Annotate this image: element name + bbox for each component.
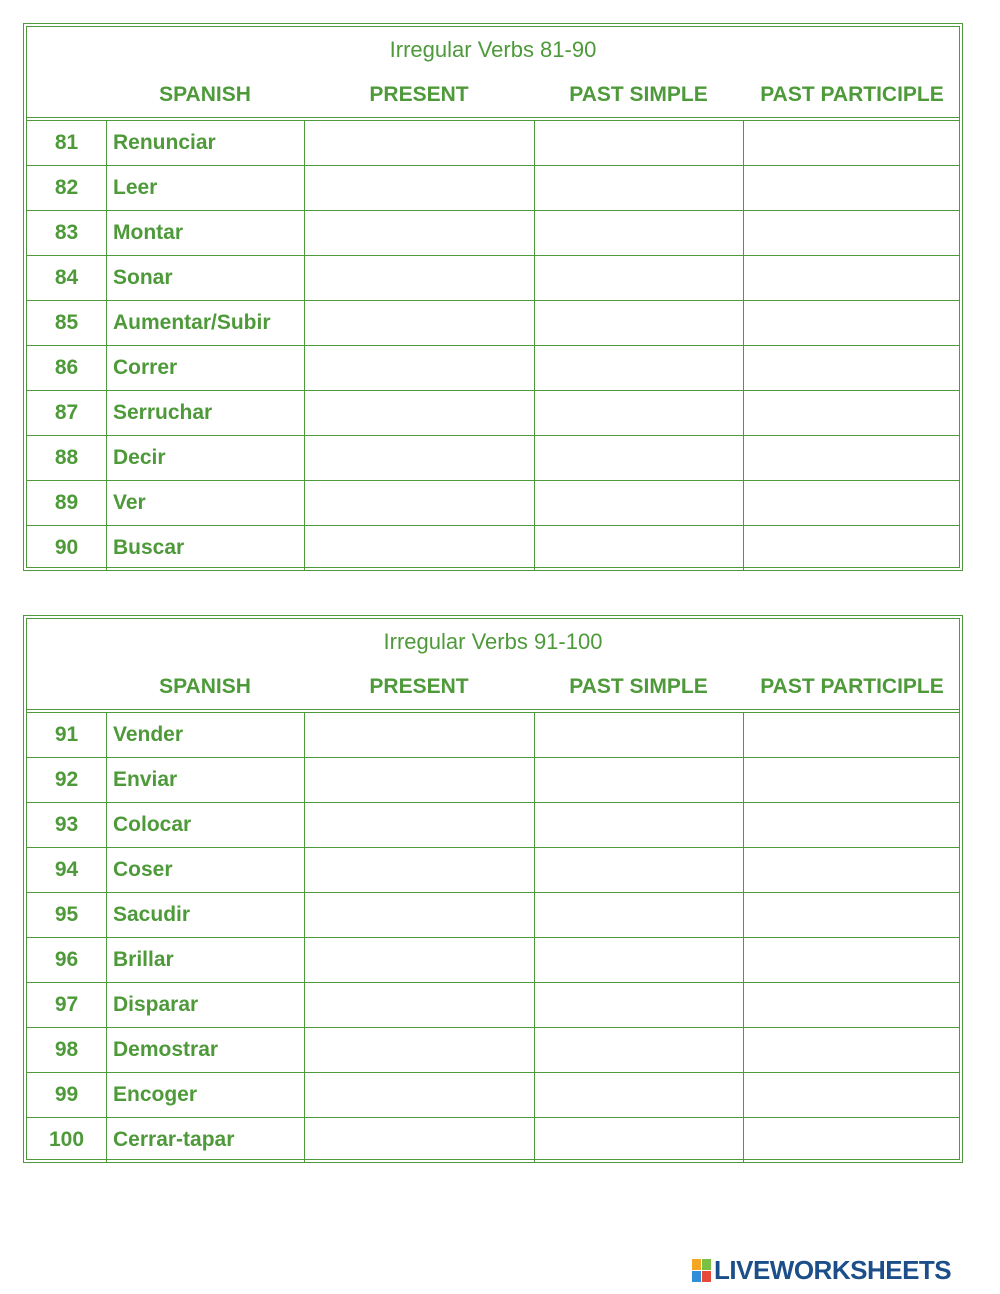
spanish-verb: Renunciar [106, 121, 304, 165]
present-answer-cell[interactable] [304, 1118, 534, 1162]
row-number: 93 [54, 813, 79, 836]
row-number: 88 [54, 446, 79, 469]
col-header-past-participle: PAST PARTICIPLE [760, 83, 944, 106]
spanish-verb: Disparar [106, 983, 304, 1027]
row-number: 81 [54, 131, 79, 154]
table-row [27, 120, 959, 165]
table-row [27, 802, 959, 847]
col-header-past-participle: PAST PARTICIPLE [760, 675, 944, 698]
past-participle-answer-cell[interactable] [743, 893, 959, 937]
present-answer-cell[interactable] [304, 391, 534, 435]
past-participle-answer-cell[interactable] [743, 938, 959, 982]
table-row [27, 525, 959, 570]
past-simple-answer-cell[interactable] [534, 758, 743, 802]
past-participle-answer-cell[interactable] [743, 436, 959, 480]
row-number: 87 [54, 401, 79, 424]
present-answer-cell[interactable] [304, 1073, 534, 1117]
past-participle-answer-cell[interactable] [743, 166, 959, 210]
table-row [27, 255, 959, 300]
past-participle-answer-cell[interactable] [743, 713, 959, 757]
row-number: 90 [54, 536, 79, 559]
past-simple-answer-cell[interactable] [534, 481, 743, 525]
table-row [27, 1072, 959, 1117]
row-number: 84 [54, 266, 79, 289]
present-answer-cell[interactable] [304, 938, 534, 982]
past-participle-answer-cell[interactable] [743, 121, 959, 165]
spanish-verb: Sonar [106, 256, 304, 300]
row-number: 83 [54, 221, 79, 244]
present-answer-cell[interactable] [304, 758, 534, 802]
col-header-spanish: SPANISH [159, 675, 251, 698]
past-participle-answer-cell[interactable] [743, 758, 959, 802]
past-participle-answer-cell[interactable] [743, 481, 959, 525]
liveworksheets-logo [692, 1255, 951, 1286]
row-number: 82 [54, 176, 79, 199]
spanish-verb: Montar [106, 211, 304, 255]
spanish-verb: Cerrar-tapar [106, 1118, 304, 1162]
spanish-verb: Serruchar [106, 391, 304, 435]
present-answer-cell[interactable] [304, 121, 534, 165]
spanish-verb: Demostrar [106, 1028, 304, 1072]
table-title: Irregular Verbs 81-90 [389, 37, 597, 62]
row-number: 89 [54, 491, 79, 514]
row-number: 95 [54, 903, 79, 926]
present-answer-cell[interactable] [304, 436, 534, 480]
table-row [27, 390, 959, 435]
table-header [27, 27, 959, 118]
spanish-verb: Aumentar/Subir [106, 301, 304, 345]
past-participle-answer-cell[interactable] [743, 301, 959, 345]
table-row [27, 712, 959, 757]
table-row [27, 165, 959, 210]
spanish-verb: Colocar [106, 803, 304, 847]
past-simple-answer-cell[interactable] [534, 391, 743, 435]
past-simple-answer-cell[interactable] [534, 1028, 743, 1072]
table-row [27, 480, 959, 525]
table-header [27, 619, 959, 710]
row-number: 91 [54, 723, 79, 746]
liveworksheets-logo-icon [692, 1259, 711, 1282]
table-row [27, 937, 959, 982]
present-answer-cell[interactable] [304, 983, 534, 1027]
table-row [27, 435, 959, 480]
table-title: Irregular Verbs 91-100 [383, 629, 603, 654]
spanish-verb: Ver [106, 481, 304, 525]
table-body [27, 710, 959, 1162]
spanish-verb: Enviar [106, 758, 304, 802]
col-header-spanish: SPANISH [159, 83, 251, 106]
col-header-past-simple: PAST SIMPLE [569, 675, 708, 698]
spanish-verb: Coser [106, 848, 304, 892]
table-row [27, 300, 959, 345]
past-participle-answer-cell[interactable] [743, 391, 959, 435]
row-number: 85 [54, 311, 79, 334]
past-participle-answer-cell[interactable] [743, 848, 959, 892]
past-simple-answer-cell[interactable] [534, 893, 743, 937]
past-simple-answer-cell[interactable] [534, 211, 743, 255]
table-row [27, 757, 959, 802]
past-simple-answer-cell[interactable] [534, 526, 743, 570]
table-row [27, 892, 959, 937]
past-simple-answer-cell[interactable] [534, 713, 743, 757]
past-participle-answer-cell[interactable] [743, 983, 959, 1027]
table-row [27, 345, 959, 390]
present-answer-cell[interactable] [304, 481, 534, 525]
spanish-verb: Vender [106, 713, 304, 757]
past-simple-answer-cell[interactable] [534, 848, 743, 892]
present-answer-cell[interactable] [304, 211, 534, 255]
spanish-verb: Correr [106, 346, 304, 390]
spanish-verb: Buscar [106, 526, 304, 570]
row-number: 94 [54, 858, 79, 881]
table-row [27, 1117, 959, 1162]
verb-table-1 [23, 23, 963, 571]
row-number: 99 [54, 1083, 79, 1106]
past-simple-answer-cell[interactable] [534, 938, 743, 982]
past-simple-answer-cell[interactable] [534, 1073, 743, 1117]
verb-table-2 [23, 615, 963, 1163]
past-participle-answer-cell[interactable] [743, 256, 959, 300]
row-number: 100 [48, 1128, 85, 1151]
present-answer-cell[interactable] [304, 346, 534, 390]
past-simple-answer-cell[interactable] [534, 1118, 743, 1162]
past-simple-answer-cell[interactable] [534, 256, 743, 300]
spanish-verb: Encoger [106, 1073, 304, 1117]
table-row [27, 210, 959, 255]
col-header-past-simple: PAST SIMPLE [569, 83, 708, 106]
col-header-present: PRESENT [369, 83, 469, 106]
present-answer-cell[interactable] [304, 848, 534, 892]
present-answer-cell[interactable] [304, 526, 534, 570]
row-number: 92 [54, 768, 79, 791]
row-number: 98 [54, 1038, 79, 1061]
past-participle-answer-cell[interactable] [743, 526, 959, 570]
past-simple-answer-cell[interactable] [534, 121, 743, 165]
table-row [27, 1027, 959, 1072]
present-answer-cell[interactable] [304, 256, 534, 300]
present-answer-cell[interactable] [304, 1028, 534, 1072]
present-answer-cell[interactable] [304, 803, 534, 847]
present-answer-cell[interactable] [304, 301, 534, 345]
past-participle-answer-cell[interactable] [743, 1028, 959, 1072]
spanish-verb: Brillar [106, 938, 304, 982]
past-simple-answer-cell[interactable] [534, 166, 743, 210]
past-simple-answer-cell[interactable] [534, 436, 743, 480]
present-answer-cell[interactable] [304, 713, 534, 757]
present-answer-cell[interactable] [304, 166, 534, 210]
past-participle-answer-cell[interactable] [743, 346, 959, 390]
past-participle-answer-cell[interactable] [743, 211, 959, 255]
past-participle-answer-cell[interactable] [743, 1118, 959, 1162]
spanish-verb: Sacudir [106, 893, 304, 937]
past-simple-answer-cell[interactable] [534, 983, 743, 1027]
spanish-verb: Leer [106, 166, 304, 210]
row-number: 96 [54, 948, 79, 971]
col-header-present: PRESENT [369, 675, 469, 698]
row-number: 97 [54, 993, 79, 1016]
liveworksheets-logo-text: LIVEWORKSHEETS [714, 1255, 952, 1285]
past-participle-answer-cell[interactable] [743, 803, 959, 847]
past-simple-answer-cell[interactable] [534, 301, 743, 345]
present-answer-cell[interactable] [304, 893, 534, 937]
past-simple-answer-cell[interactable] [534, 346, 743, 390]
past-participle-answer-cell[interactable] [743, 1073, 959, 1117]
past-simple-answer-cell[interactable] [534, 803, 743, 847]
table-row [27, 982, 959, 1027]
row-number: 86 [54, 356, 79, 379]
spanish-verb: Decir [106, 436, 304, 480]
table-body [27, 118, 959, 570]
table-row [27, 847, 959, 892]
